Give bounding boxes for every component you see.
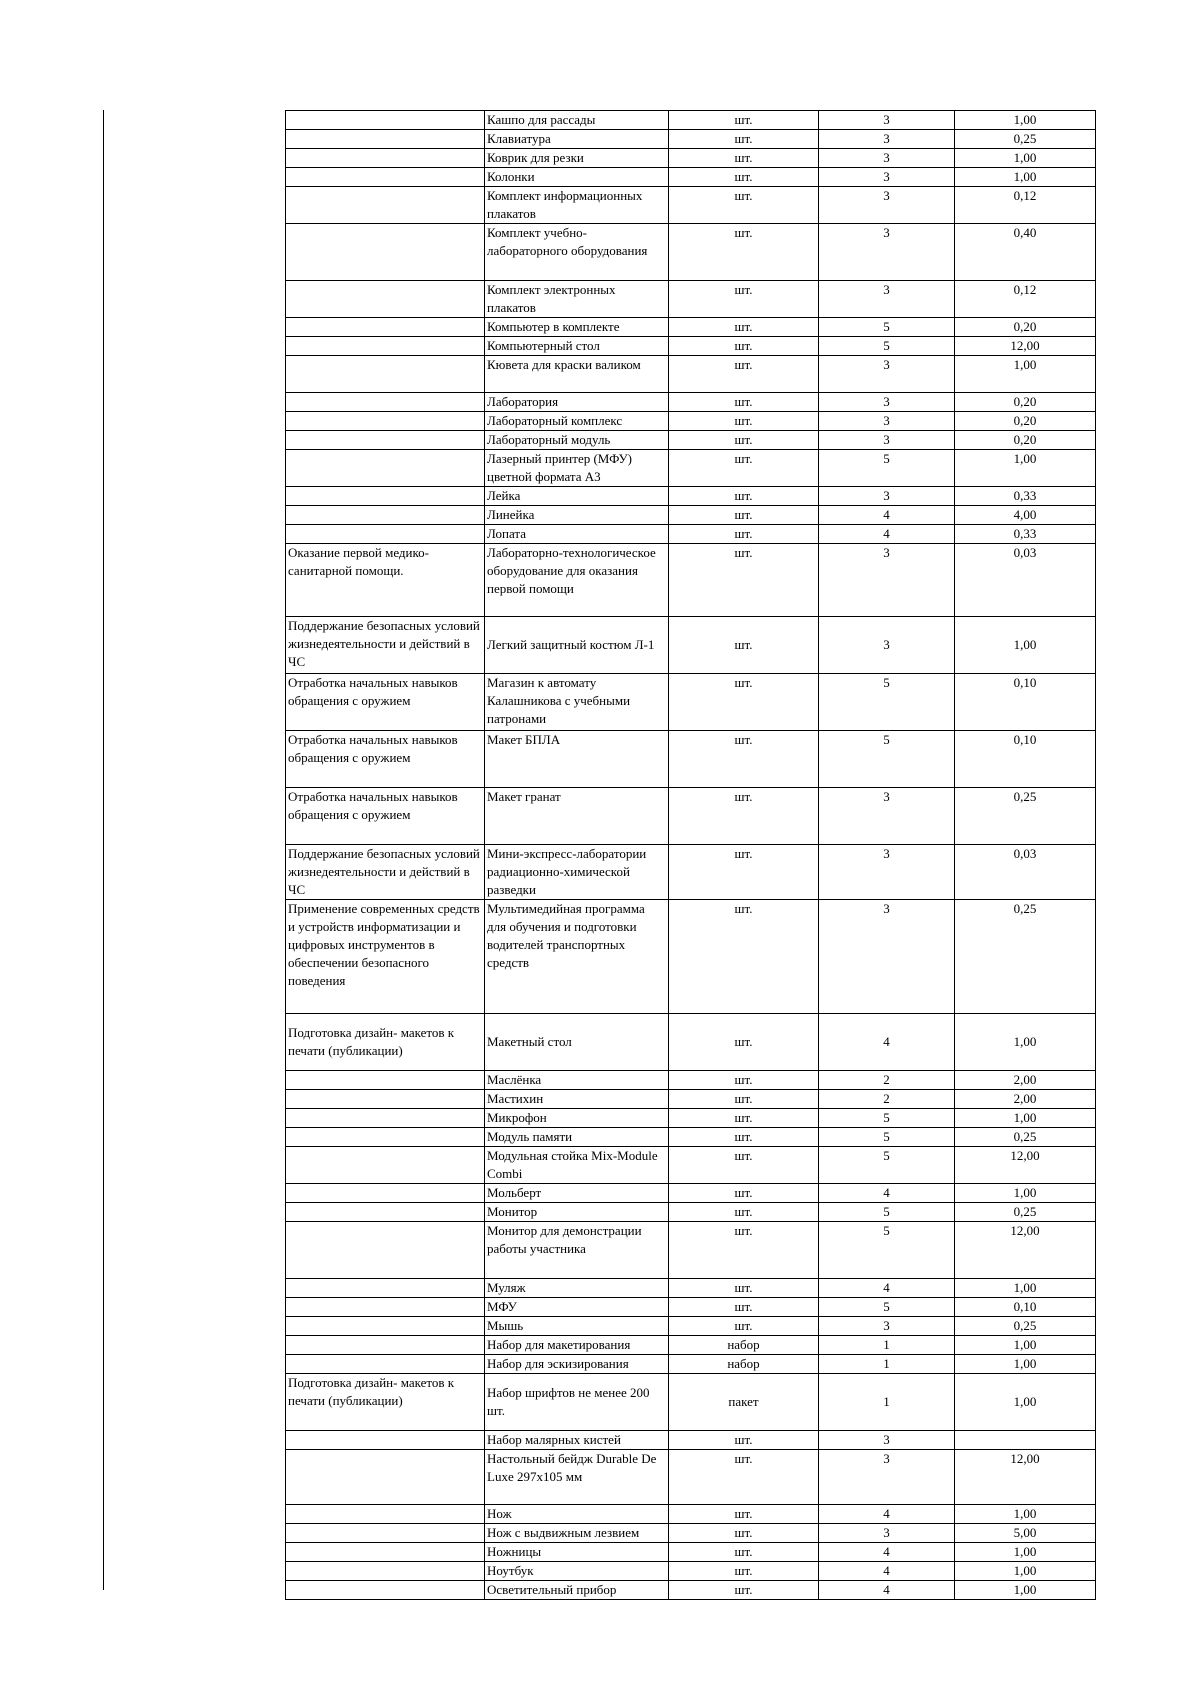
norm-cell: 1,00: [955, 1184, 1096, 1203]
table-row: [286, 1355, 1096, 1374]
activity-cell: [286, 1071, 485, 1090]
table-row: [286, 224, 1096, 281]
equipment-table: [285, 110, 1096, 1600]
item-name-cell: Осветительный прибор: [485, 1581, 669, 1600]
quantity-cell: 4: [819, 1505, 955, 1524]
unit-cell: шт.: [669, 1505, 819, 1524]
item-name-cell: Магазин к автомату Калашникова с учебными патронами: [485, 674, 669, 731]
table-row: [286, 1543, 1096, 1562]
activity-cell: [286, 1128, 485, 1147]
activity-cell: [286, 1431, 485, 1450]
quantity-cell: 3: [819, 788, 955, 845]
quantity-cell: 3: [819, 224, 955, 281]
item-name-cell: Линейка: [485, 506, 669, 525]
activity-cell: [286, 149, 485, 168]
quantity-cell: 5: [819, 1109, 955, 1128]
page-margin-line: [103, 110, 104, 1590]
unit-cell: шт.: [669, 1222, 819, 1279]
table-row: [286, 1014, 1096, 1071]
unit-cell: шт.: [669, 149, 819, 168]
table-row: [286, 1374, 1096, 1431]
item-name-cell: Набор малярных кистей: [485, 1431, 669, 1450]
table-row: [286, 1505, 1096, 1524]
unit-cell: шт.: [669, 356, 819, 393]
quantity-cell: 1: [819, 1374, 955, 1431]
norm-cell: 5,00: [955, 1524, 1096, 1543]
activity-cell: [286, 1450, 485, 1505]
equipment-table-body: [286, 111, 1096, 1600]
unit-cell: шт.: [669, 674, 819, 731]
norm-cell: 1,00: [955, 1279, 1096, 1298]
activity-cell: [286, 337, 485, 356]
quantity-cell: 3: [819, 111, 955, 130]
table-row: [286, 168, 1096, 187]
activity-cell: [286, 450, 485, 487]
item-name-cell: Муляж: [485, 1279, 669, 1298]
quantity-cell: 3: [819, 412, 955, 431]
table-row: [286, 674, 1096, 731]
table-row: [286, 1222, 1096, 1279]
table-row: [286, 1279, 1096, 1298]
norm-cell: 0,25: [955, 1128, 1096, 1147]
quantity-cell: 4: [819, 1581, 955, 1600]
activity-cell: [286, 1524, 485, 1543]
quantity-cell: 2: [819, 1090, 955, 1109]
quantity-cell: 4: [819, 1014, 955, 1071]
item-name-cell: Мастихин: [485, 1090, 669, 1109]
norm-cell: 1,00: [955, 617, 1096, 674]
unit-cell: шт.: [669, 337, 819, 356]
norm-cell: 0,03: [955, 544, 1096, 617]
item-name-cell: Мышь: [485, 1317, 669, 1336]
quantity-cell: 4: [819, 525, 955, 544]
quantity-cell: 5: [819, 1128, 955, 1147]
norm-cell: 0,20: [955, 318, 1096, 337]
quantity-cell: 3: [819, 130, 955, 149]
norm-cell: 1,00: [955, 356, 1096, 393]
table-row: [286, 1317, 1096, 1336]
table-row: [286, 900, 1096, 1014]
norm-cell: 12,00: [955, 1222, 1096, 1279]
activity-cell: Отработка начальных навыков обращения с оружием: [286, 731, 485, 788]
quantity-cell: 3: [819, 845, 955, 900]
unit-cell: шт.: [669, 187, 819, 224]
item-name-cell: Модуль памяти: [485, 1128, 669, 1147]
norm-cell: 0,12: [955, 281, 1096, 318]
activity-cell: [286, 1184, 485, 1203]
table-row: [286, 356, 1096, 393]
quantity-cell: 3: [819, 356, 955, 393]
norm-cell: 0,20: [955, 412, 1096, 431]
unit-cell: шт.: [669, 544, 819, 617]
table-row: [286, 1431, 1096, 1450]
item-name-cell: Кювета для краски валиком: [485, 356, 669, 393]
item-name-cell: Комплект учебно-лабораторного оборудования: [485, 224, 669, 281]
item-name-cell: Лаборатория: [485, 393, 669, 412]
quantity-cell: 5: [819, 1203, 955, 1222]
quantity-cell: 5: [819, 450, 955, 487]
activity-cell: Отработка начальных навыков обращения с оружием: [286, 674, 485, 731]
item-name-cell: Микрофон: [485, 1109, 669, 1128]
norm-cell: 0,10: [955, 1298, 1096, 1317]
activity-cell: [286, 1505, 485, 1524]
item-name-cell: Компьютерный стол: [485, 337, 669, 356]
norm-cell: 0,25: [955, 1317, 1096, 1336]
table-row: [286, 525, 1096, 544]
norm-cell: 2,00: [955, 1071, 1096, 1090]
norm-cell: 0,25: [955, 788, 1096, 845]
quantity-cell: 3: [819, 1450, 955, 1505]
table-row: [286, 1109, 1096, 1128]
table-row: [286, 187, 1096, 224]
quantity-cell: 3: [819, 393, 955, 412]
table-row: [286, 318, 1096, 337]
table-row: [286, 337, 1096, 356]
unit-cell: шт.: [669, 525, 819, 544]
table-row: [286, 788, 1096, 845]
item-name-cell: Лабораторный комплекс: [485, 412, 669, 431]
norm-cell: 1,00: [955, 1505, 1096, 1524]
table-row: [286, 1298, 1096, 1317]
unit-cell: шт.: [669, 1562, 819, 1581]
table-row: [286, 281, 1096, 318]
item-name-cell: Монитор: [485, 1203, 669, 1222]
norm-cell: 1,00: [955, 1336, 1096, 1355]
unit-cell: шт.: [669, 1524, 819, 1543]
quantity-cell: 3: [819, 431, 955, 450]
unit-cell: шт.: [669, 393, 819, 412]
activity-cell: [286, 1336, 485, 1355]
norm-cell: 0,20: [955, 393, 1096, 412]
quantity-cell: 5: [819, 318, 955, 337]
activity-cell: Оказание первой медико-санитарной помощи.: [286, 544, 485, 617]
norm-cell: 0,03: [955, 845, 1096, 900]
norm-cell: 12,00: [955, 337, 1096, 356]
item-name-cell: Лабораторный модуль: [485, 431, 669, 450]
norm-cell: 0,25: [955, 130, 1096, 149]
norm-cell: 12,00: [955, 1147, 1096, 1184]
item-name-cell: Набор шрифтов не менее 200 шт.: [485, 1374, 669, 1431]
activity-cell: [286, 1298, 485, 1317]
norm-cell: 0,10: [955, 731, 1096, 788]
table-row: [286, 731, 1096, 788]
unit-cell: шт.: [669, 487, 819, 506]
item-name-cell: Нож с выдвижным лезвием: [485, 1524, 669, 1543]
item-name-cell: Колонки: [485, 168, 669, 187]
activity-cell: Подготовка дизайн- макетов к печати (публикации): [286, 1014, 485, 1071]
norm-cell: 0,12: [955, 187, 1096, 224]
norm-cell: 0,40: [955, 224, 1096, 281]
item-name-cell: Макет БПЛА: [485, 731, 669, 788]
norm-cell: 0,10: [955, 674, 1096, 731]
table-row: [286, 1203, 1096, 1222]
activity-cell: [286, 1203, 485, 1222]
item-name-cell: Мини-экспресс-лаборатории радиационно-химической разведки: [485, 845, 669, 900]
unit-cell: шт.: [669, 731, 819, 788]
item-name-cell: Легкий защитный костюм Л-1: [485, 617, 669, 674]
unit-cell: шт.: [669, 431, 819, 450]
norm-cell: 1,00: [955, 1543, 1096, 1562]
quantity-cell: 3: [819, 617, 955, 674]
quantity-cell: 3: [819, 149, 955, 168]
unit-cell: шт.: [669, 1450, 819, 1505]
unit-cell: шт.: [669, 1090, 819, 1109]
quantity-cell: 4: [819, 1562, 955, 1581]
norm-cell: 0,25: [955, 1203, 1096, 1222]
unit-cell: шт.: [669, 1147, 819, 1184]
table-row: [286, 506, 1096, 525]
table-row: [286, 431, 1096, 450]
item-name-cell: Монитор для демонстрации работы участника: [485, 1222, 669, 1279]
item-name-cell: Ноутбук: [485, 1562, 669, 1581]
norm-cell: 12,00: [955, 1450, 1096, 1505]
table-row: [286, 450, 1096, 487]
item-name-cell: Лейка: [485, 487, 669, 506]
activity-cell: [286, 318, 485, 337]
activity-cell: [286, 412, 485, 431]
unit-cell: шт.: [669, 130, 819, 149]
quantity-cell: 3: [819, 187, 955, 224]
table-row: [286, 1581, 1096, 1600]
unit-cell: шт.: [669, 1109, 819, 1128]
unit-cell: шт.: [669, 900, 819, 1014]
unit-cell: шт.: [669, 412, 819, 431]
table-row: [286, 412, 1096, 431]
activity-cell: [286, 1222, 485, 1279]
activity-cell: [286, 130, 485, 149]
unit-cell: шт.: [669, 788, 819, 845]
activity-cell: [286, 281, 485, 318]
item-name-cell: Мультимедийная программа для обучения и подготовки водителей транспортных средств: [485, 900, 669, 1014]
activity-cell: [286, 111, 485, 130]
quantity-cell: 3: [819, 900, 955, 1014]
item-name-cell: Лопата: [485, 525, 669, 544]
norm-cell: 4,00: [955, 506, 1096, 525]
activity-cell: Подготовка дизайн- макетов к печати (публикации): [286, 1374, 485, 1431]
activity-cell: [286, 1147, 485, 1184]
quantity-cell: 3: [819, 544, 955, 617]
norm-cell: 0,33: [955, 487, 1096, 506]
activity-cell: Применение современных средств и устройств информатизации и цифровых инструментов в обеспечении безопасного поведения: [286, 900, 485, 1014]
quantity-cell: 4: [819, 1543, 955, 1562]
activity-cell: [286, 356, 485, 393]
table-row: [286, 1562, 1096, 1581]
item-name-cell: Лазерный принтер (МФУ) цветной формата А3: [485, 450, 669, 487]
item-name-cell: МФУ: [485, 1298, 669, 1317]
norm-cell: 1,00: [955, 1581, 1096, 1600]
norm-cell: 0,20: [955, 431, 1096, 450]
unit-cell: набор: [669, 1355, 819, 1374]
norm-cell: 2,00: [955, 1090, 1096, 1109]
table-row: [286, 1071, 1096, 1090]
unit-cell: шт.: [669, 1431, 819, 1450]
activity-cell: [286, 168, 485, 187]
quantity-cell: 5: [819, 1298, 955, 1317]
norm-cell: 1,00: [955, 168, 1096, 187]
activity-cell: [286, 525, 485, 544]
item-name-cell: Компьютер в комплекте: [485, 318, 669, 337]
unit-cell: шт.: [669, 617, 819, 674]
quantity-cell: 5: [819, 674, 955, 731]
activity-cell: [286, 1317, 485, 1336]
unit-cell: шт.: [669, 1184, 819, 1203]
table-row: [286, 111, 1096, 130]
activity-cell: [286, 1562, 485, 1581]
unit-cell: шт.: [669, 1203, 819, 1222]
norm-cell: 1,00: [955, 1014, 1096, 1071]
item-name-cell: Кашпо для рассады: [485, 111, 669, 130]
activity-cell: Отработка начальных навыков обращения с оружием: [286, 788, 485, 845]
quantity-cell: 4: [819, 1184, 955, 1203]
activity-cell: [286, 187, 485, 224]
item-name-cell: Клавиатура: [485, 130, 669, 149]
activity-cell: [286, 506, 485, 525]
unit-cell: шт.: [669, 1071, 819, 1090]
item-name-cell: Мольберт: [485, 1184, 669, 1203]
unit-cell: шт.: [669, 168, 819, 187]
activity-cell: [286, 487, 485, 506]
quantity-cell: 5: [819, 337, 955, 356]
unit-cell: шт.: [669, 506, 819, 525]
norm-cell: 0,25: [955, 900, 1096, 1014]
unit-cell: пакет: [669, 1374, 819, 1431]
quantity-cell: 5: [819, 1222, 955, 1279]
item-name-cell: Модульная стойка Mix-Module Combi: [485, 1147, 669, 1184]
norm-cell: 1,00: [955, 1562, 1096, 1581]
table-row: [286, 393, 1096, 412]
item-name-cell: Коврик для резки: [485, 149, 669, 168]
unit-cell: шт.: [669, 1128, 819, 1147]
table-row: [286, 1090, 1096, 1109]
activity-cell: [286, 1543, 485, 1562]
unit-cell: шт.: [669, 845, 819, 900]
table-row: [286, 544, 1096, 617]
unit-cell: шт.: [669, 1543, 819, 1562]
unit-cell: шт.: [669, 1014, 819, 1071]
activity-cell: [286, 1109, 485, 1128]
unit-cell: шт.: [669, 1317, 819, 1336]
unit-cell: шт.: [669, 1279, 819, 1298]
quantity-cell: 3: [819, 487, 955, 506]
activity-cell: [286, 1581, 485, 1600]
activity-cell: Поддержание безопасных условий жизнедеятельности и действий в ЧС: [286, 845, 485, 900]
table-row: [286, 1450, 1096, 1505]
unit-cell: шт.: [669, 111, 819, 130]
quantity-cell: 5: [819, 731, 955, 788]
table-row: [286, 617, 1096, 674]
item-name-cell: Комплект информационных плакатов: [485, 187, 669, 224]
item-name-cell: Набор для эскизирования: [485, 1355, 669, 1374]
norm-cell: 0,33: [955, 525, 1096, 544]
item-name-cell: Комплект электронных плакатов: [485, 281, 669, 318]
activity-cell: [286, 224, 485, 281]
quantity-cell: 3: [819, 281, 955, 318]
activity-cell: [286, 431, 485, 450]
table-row: [286, 487, 1096, 506]
quantity-cell: 1: [819, 1355, 955, 1374]
activity-cell: [286, 1355, 485, 1374]
item-name-cell: Нож: [485, 1505, 669, 1524]
item-name-cell: Макетный стол: [485, 1014, 669, 1071]
unit-cell: шт.: [669, 224, 819, 281]
table-row: [286, 1524, 1096, 1543]
quantity-cell: 3: [819, 1524, 955, 1543]
quantity-cell: 1: [819, 1336, 955, 1355]
item-name-cell: Макет гранат: [485, 788, 669, 845]
quantity-cell: 4: [819, 1279, 955, 1298]
activity-cell: [286, 1090, 485, 1109]
unit-cell: шт.: [669, 281, 819, 318]
unit-cell: шт.: [669, 318, 819, 337]
norm-cell: 1,00: [955, 1374, 1096, 1431]
quantity-cell: 4: [819, 506, 955, 525]
item-name-cell: Маслёнка: [485, 1071, 669, 1090]
table-row: [286, 1128, 1096, 1147]
quantity-cell: 3: [819, 168, 955, 187]
norm-cell: 1,00: [955, 450, 1096, 487]
norm-cell: [955, 1431, 1096, 1450]
item-name-cell: Настольный бейдж Durable De Luxe 297x105 мм: [485, 1450, 669, 1505]
unit-cell: шт.: [669, 1298, 819, 1317]
table-row: [286, 1147, 1096, 1184]
item-name-cell: Набор для макетирования: [485, 1336, 669, 1355]
item-name-cell: Ножницы: [485, 1543, 669, 1562]
quantity-cell: 5: [819, 1147, 955, 1184]
activity-cell: Поддержание безопасных условий жизнедеятельности и действий в ЧС: [286, 617, 485, 674]
unit-cell: шт.: [669, 450, 819, 487]
unit-cell: набор: [669, 1336, 819, 1355]
quantity-cell: 3: [819, 1431, 955, 1450]
table-row: [286, 149, 1096, 168]
table-row: [286, 1184, 1096, 1203]
activity-cell: [286, 1279, 485, 1298]
unit-cell: шт.: [669, 1581, 819, 1600]
quantity-cell: 2: [819, 1071, 955, 1090]
table-row: [286, 845, 1096, 900]
table-row: [286, 130, 1096, 149]
norm-cell: 1,00: [955, 1109, 1096, 1128]
item-name-cell: Лабораторно-технологическое оборудование для оказания первой помощи: [485, 544, 669, 617]
norm-cell: 1,00: [955, 1355, 1096, 1374]
activity-cell: [286, 393, 485, 412]
norm-cell: 1,00: [955, 149, 1096, 168]
quantity-cell: 3: [819, 1317, 955, 1336]
table-row: [286, 1336, 1096, 1355]
norm-cell: 1,00: [955, 111, 1096, 130]
